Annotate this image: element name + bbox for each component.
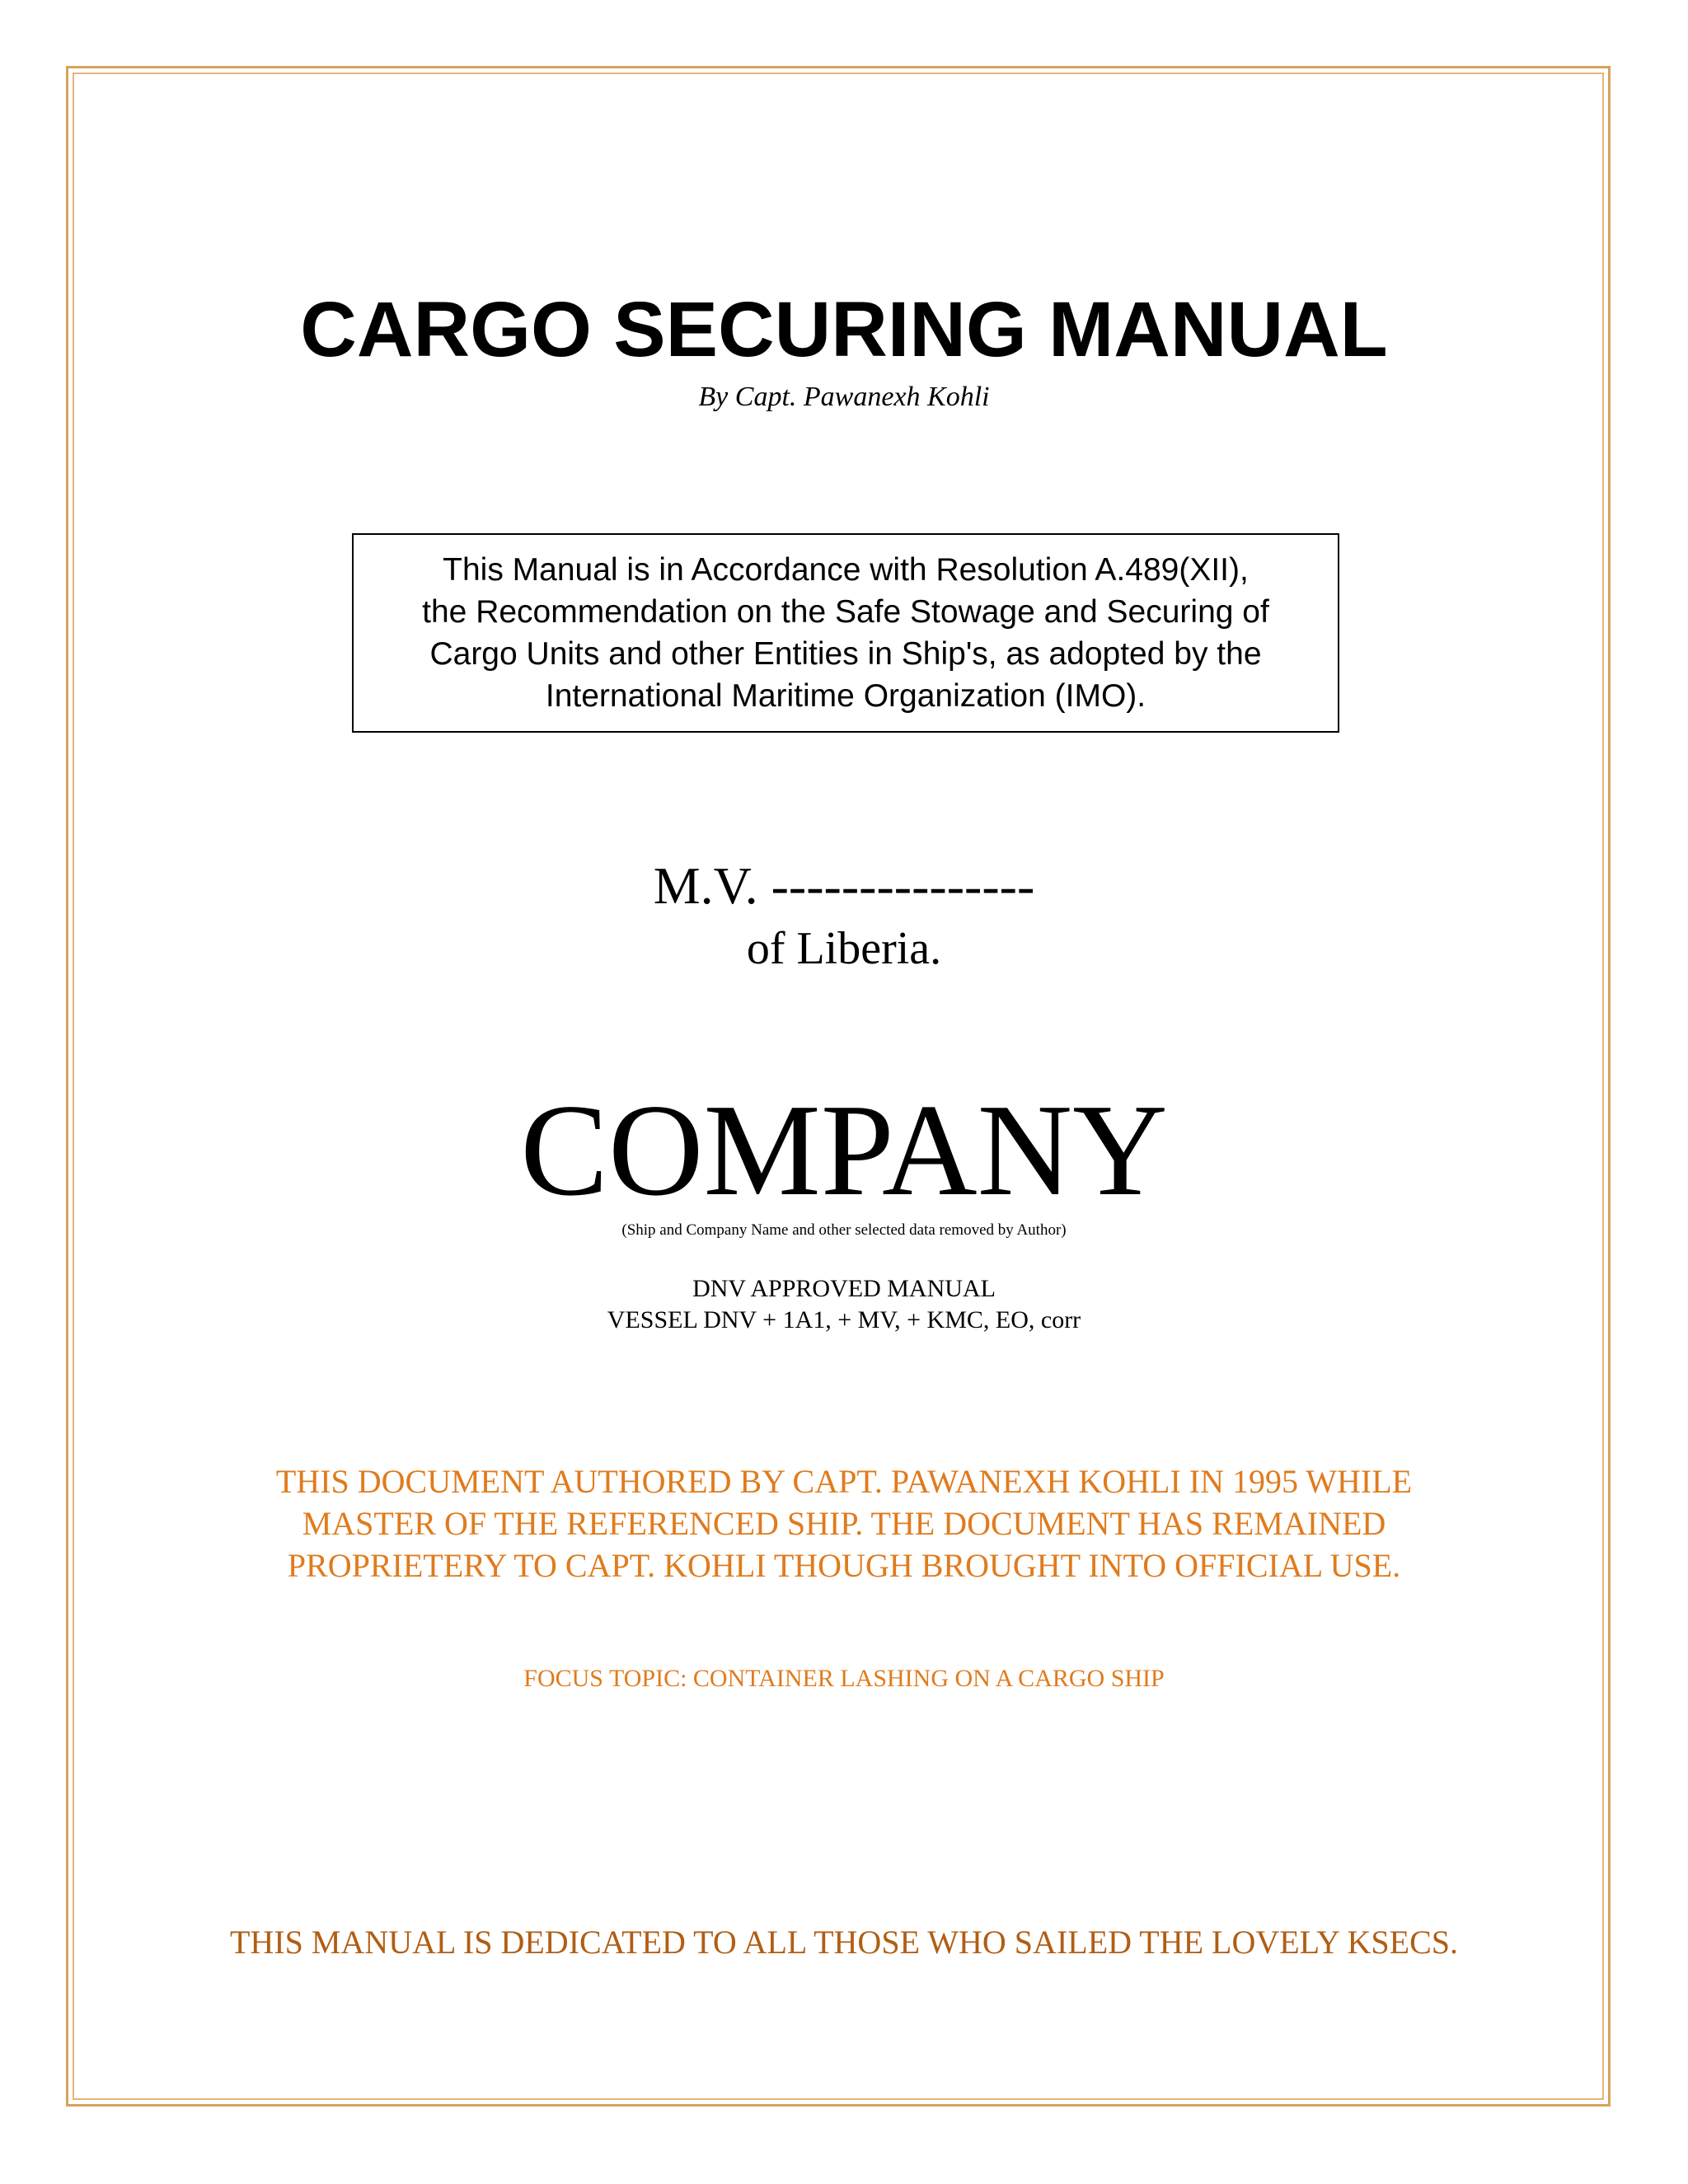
- resolution-line: This Manual is in Accordance with Resolution A.489(XII),: [443, 552, 1249, 588]
- approval-line: VESSEL DNV + 1A1, + MV, + KMC, EO, corr: [607, 1306, 1081, 1333]
- resolution-box: [352, 533, 1339, 733]
- resolution-line: International Maritime Organization (IMO).: [545, 678, 1146, 714]
- approval-block: [0, 1273, 1688, 1336]
- resolution-line: Cargo Units and other Entities in Ship's, as adopted by the: [429, 636, 1262, 672]
- approval-line: DNV APPROVED MANUAL: [692, 1275, 996, 1302]
- vessel-name: M.V. ---------------: [653, 856, 1035, 915]
- vessel-flag: of Liberia.: [746, 923, 942, 974]
- focus-topic: FOCUS TOPIC: CONTAINER LASHING ON A CARGO SHIP: [523, 1665, 1165, 1692]
- authorship-line: MASTER OF THE REFERENCED SHIP. THE DOCUMENT HAS REMAINED: [302, 1505, 1386, 1542]
- authorship-statement: [0, 1460, 1688, 1586]
- document-title: CARGO SECURING MANUAL: [300, 286, 1388, 373]
- dedication: THIS MANUAL IS DEDICATED TO ALL THOSE WHO SAILED THE LOVELY KSECS.: [229, 1924, 1459, 1961]
- resolution-line: the Recommendation on the Safe Stowage and Securing of: [422, 594, 1269, 630]
- company-name: COMPANY: [520, 1076, 1168, 1223]
- authorship-line: PROPRIETERY TO CAPT. KOHLI THOUGH BROUGHT INTO OFFICIAL USE.: [287, 1547, 1401, 1584]
- author-byline: By Capt. Pawanexh Kohli: [698, 382, 990, 412]
- removal-note: (Ship and Company Name and other selected data removed by Author): [621, 1221, 1067, 1239]
- resolution-text: [422, 549, 1269, 717]
- authorship-line: THIS DOCUMENT AUTHORED BY CAPT. PAWANEXH KOHLI IN 1995 WHILE: [275, 1463, 1413, 1500]
